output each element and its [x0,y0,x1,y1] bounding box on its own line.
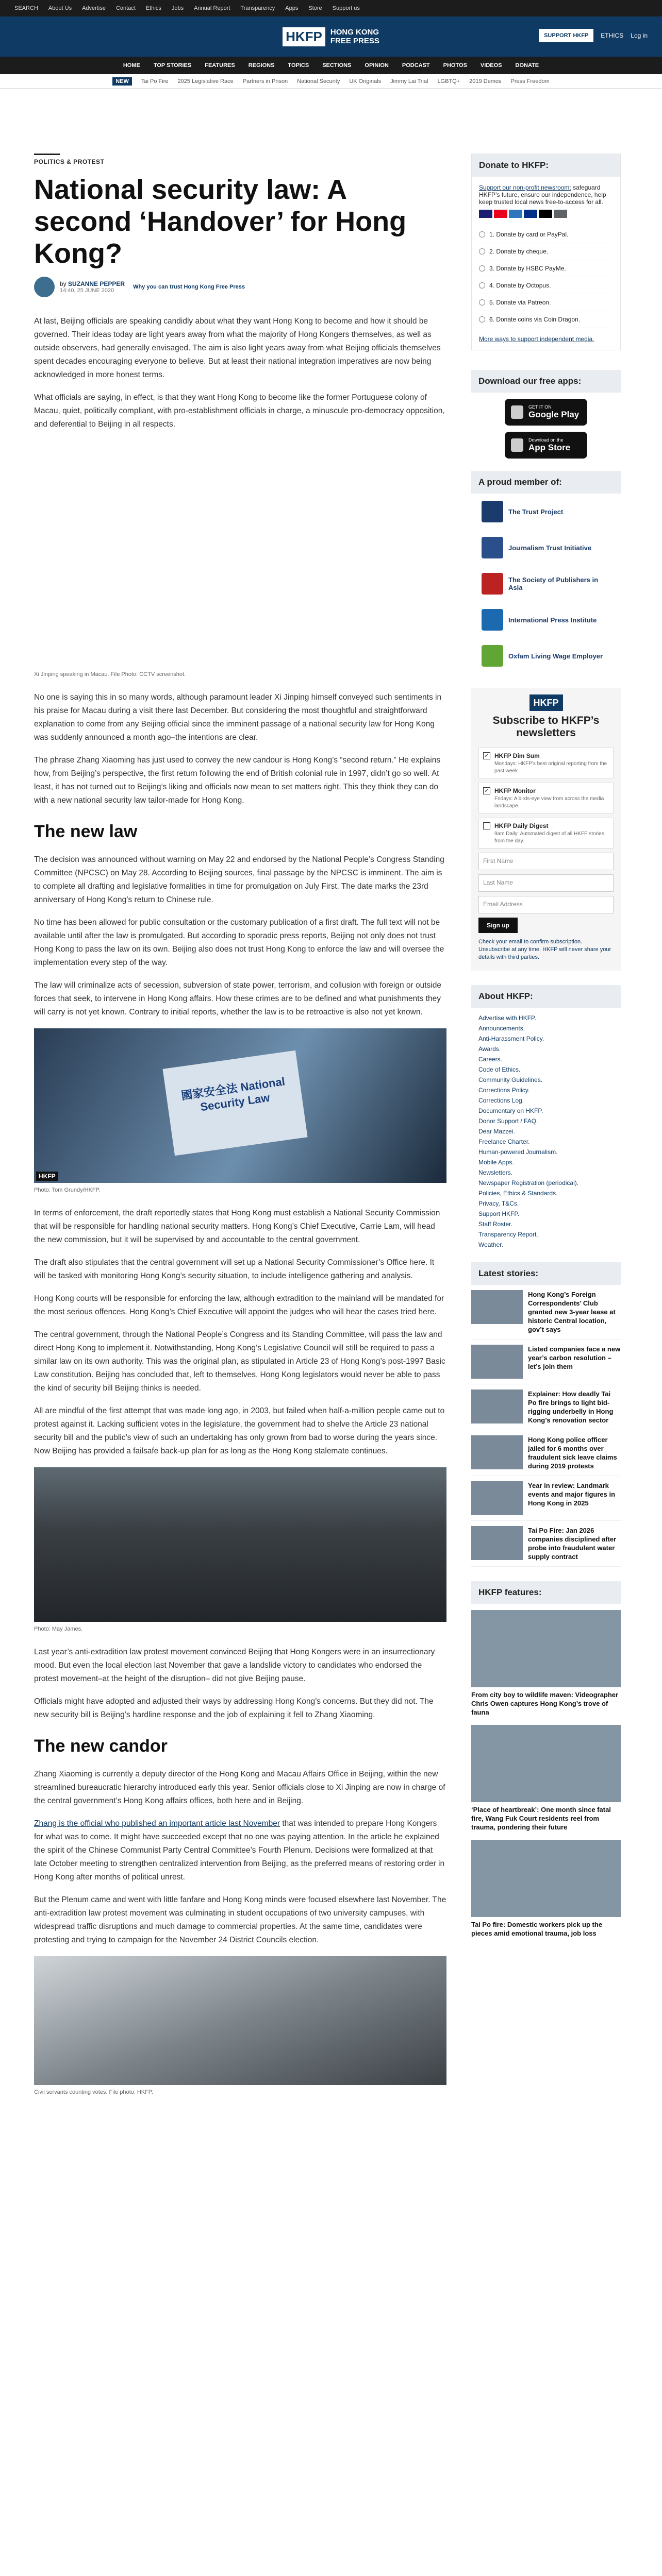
logo-name: HONG KONG FREE PRESS [330,28,379,45]
article-link[interactable]: Zhang is the official who published an important article last November [34,1819,280,1828]
nav-item[interactable]: TOPICS [288,62,309,69]
story-thumbnail[interactable] [471,1481,523,1515]
ethics-link[interactable]: ETHICS [601,32,624,39]
nav-item[interactable]: DONATE [515,62,539,69]
nav-item[interactable]: PODCAST [402,62,430,69]
top-bar [0,0,662,16]
story-thumbnail[interactable] [471,1345,523,1379]
last-name-input[interactable]: Last Name [478,874,614,892]
googlepay-icon [554,210,567,218]
paragraph: But the Plenum came and went with little fanfare and Hong Kong minds were focused elsewhere last November. The anti-extradition law protest movement was culminating in student occupations of two university campuses, with widespread traffic disruptions and much damage to commercial properties. At the same time, candidates were protesting and trying to campaign for the November 24 District Councils election. [34,1895,446,1944]
article [34,154,446,2109]
story-title[interactable]: Hong Kong police officer jailed for 6 months over fraudulent sick leave claims during 2019 protests [528,1436,617,1470]
about-link[interactable]: Freelance Charter. [478,1138,530,1145]
about-link[interactable]: Privacy, T&Cs. [478,1200,519,1207]
donate-title: Donate to HKFP: [472,154,620,177]
nav-item[interactable]: FEATURES [205,62,235,69]
paragraph: The decision was announced without warning on May 22 and endorsed by the National People’s Congress Standing Committee (NPCSC) on May 28. According to Beijing sources, final passage by the NPCSC is imminent. The aim is to complete all drafting and legislative formalities in time for promulgation on July First. The date marks the 23rd anniversary of Hong Kong’s return to Chinese rule. [34,855,444,904]
radio-icon [479,248,485,255]
image-caption: Photo: May James. [34,1626,83,1632]
first-name-input[interactable]: First Name [478,853,614,870]
section-heading: The new candor [34,1736,168,1756]
donate-option[interactable]: 5. Donate via Patreon. [479,294,613,311]
image-caption: Photo: Tom Grundy/HKFP. [34,1187,101,1193]
subnav-item[interactable]: LGBTQ+ [437,78,460,84]
latest-title: Latest stories: [471,1262,621,1285]
paragraph: Zhang is the official who published an important article last November that was intended to prepare Hong Kongers for what was to come. It might have succeeded except that no one was paying attention. In the article he explained the spirit of the Chinese Communist Party Central Committee’s Fourth Plenum. Decisions were formalized at that late October meeting to strengthen centralized intervention from Beijing, as the preferred means of restoring order in Hong Kong after months of political unrest. [34,1819,445,1882]
feature-item[interactable] [471,1610,621,1717]
features-list [471,1610,621,1938]
site-logo[interactable] [283,27,379,46]
sub-nav [0,74,662,89]
amex-icon [509,210,522,218]
radio-icon [479,316,485,323]
top-link[interactable]: Advertise [82,5,106,11]
app-store-button[interactable]: Download on the App Store [505,432,587,459]
feature-image[interactable] [471,1610,621,1687]
oxfam-icon [482,645,503,667]
paragraph: Zhang Xiaoming is currently a deputy director of the Hong Kong and Macau Affairs Office in Beijing, within the new streamlined bureaucratic hierarchy introduced early this year. Senior officials close to Xi Jinping are now in charge of the central government’s Hong Kong affairs offices, both here and in Beijing. [34,1770,445,1805]
radio-icon [479,265,485,272]
article-image-protest [34,1467,446,1622]
donate-option[interactable]: 2. Donate by cheque. [479,243,613,260]
image-caption: Xi Jinping speaking in Macau. File Photo: CCTV screenshot. [34,671,186,677]
story-thumbnail[interactable] [471,1290,523,1324]
donate-option[interactable]: 6. Donate coins via Coin Dragon. [479,311,613,328]
image-caption: Civil servants counting votes. File photo: HKFP. [34,2089,153,2095]
article-title: National security law: A second ‘Handover’ for Hong Kong? [34,174,407,269]
nav-item[interactable]: PHOTOS [443,62,467,69]
about-link[interactable]: Advertise with HKFP. [478,1014,536,1022]
jti-icon [482,537,503,558]
top-search[interactable]: SEARCH [14,5,38,11]
paragraph: All are mindful of the first attempt that was made long ago, in 2003, but failed when half-a-million people came out to protest against it. Lacking sufficient votes in the legislature, the government had to shelve the Article 23 national security bill and the public’s view of such an undertaking has only grown from bad to worse during the years since. Now Beijing has provided a failsafe back-up plan for as long as the Hong Kong stalemate continues. [34,1406,445,1455]
mastercard-icon [494,210,507,218]
top-link[interactable]: Ethics [145,5,161,11]
subnav-item[interactable]: Press Freedom [510,78,550,84]
brand-header [0,16,662,57]
visa-icon [479,210,492,218]
paragraph: Last year’s anti-extradition law protest movement convinced Beijing that Hong Kongers were in an insurrectionary mood. But even the local election last November that gave a landslide victory to candidates who endorsed the protest movement–at the height of the disruption– did not give Beijing pause. [34,1648,435,1683]
features-title: HKFP features: [471,1581,621,1604]
paragraph: No one is saying this in so many words, although paramount leader Xi Jinping himself conveyed such sentiments in his praise for Macau during a visit there last December. But considering the most thoughtful and straightforward explanation to come from any Beijing official since the imminent passage of a national security law for Hong Kong was suddenly announced a month ago–the intentions are clear. [34,693,442,742]
list-item[interactable] [471,1521,621,1567]
list-item[interactable] [471,1430,621,1476]
newsletter-title: Subscribe to HKFP’s newsletters [492,715,600,739]
about-link[interactable]: Policies, Ethics & Standards. [478,1190,558,1197]
top-link[interactable]: Contact [115,5,136,11]
author-avatar[interactable] [34,277,55,297]
login-link[interactable]: Log in [631,32,648,39]
support-button[interactable]: SUPPORT HKFP [539,29,593,42]
trust-link[interactable]: Why you can trust Hong Kong Free Press [133,284,245,290]
nav-item[interactable]: VIDEOS [480,62,502,69]
article-image-counting [34,1956,446,2085]
about-link[interactable]: Dear Mazzei. [478,1128,515,1135]
story-thumbnail[interactable] [471,1389,523,1423]
newsletter-note: Check your email to confirm subscription. Unsubscribe at any time. HKFP will never share your details with third parties. [478,939,611,960]
feature-item[interactable] [471,1725,621,1832]
nav-item[interactable]: SECTIONS [322,62,352,69]
story-thumbnail[interactable] [471,1435,523,1469]
logo-mark: HKFP [283,27,325,46]
about-link[interactable]: Announcements. [478,1025,525,1032]
story-title[interactable]: Year in review: Landmark events and major figures in Hong Kong in 2025 [528,1482,616,1507]
by-label: by [60,280,67,287]
about-link[interactable]: Staff Roster. [478,1221,512,1228]
apps-title: Download our free apps: [471,370,621,393]
about-link[interactable]: Support HKFP. [478,1210,520,1217]
newsletter-logo: HKFP [529,694,563,711]
about-link[interactable]: Weather. [478,1241,503,1248]
list-item[interactable] [471,1384,621,1430]
member-title: A proud member of: [471,471,621,494]
paragraph: No time has been allowed for public consultation or the customary publication of a first draft. The full text will not be available until after the law is promulgated. But according to sporadic press reports, Beijing not only does not trust Hong Kong to pass the law on its own. Beijing also does not trust Hong Kong to enforce the law and will oversee the implementation every step of the way. [34,918,444,967]
paragraph: Hong Kong courts will be responsible for enforcing the law, although extradition to the mainland will be mandated for the most serious offences. Hong Kong’s Chief Executive will appoint the judges who will hear the cases tried here. [34,1294,444,1316]
radio-icon [479,231,485,238]
subnav-item[interactable]: 2019 Demos [469,78,502,84]
email-input[interactable]: Email Address [478,896,614,913]
about-link[interactable]: Corrections Log. [478,1097,524,1104]
radio-icon [479,299,485,306]
ipi-icon [482,609,503,631]
paragraph: At last, Beijing officials are speaking candidly about what they want Hong Kong to become and how it should be governed. Their ideas today are light years away from what the majority of Hong Kongers themselves, as well as outside observers, had generally envisaged. The aim is also light years away from what Beijing officials themselves spent decades encouraging everyone to believe. But at least their national integration imperatives are now being acknowledged in more honest terms. [34,317,441,379]
checkbox-icon [483,822,490,829]
trust-project-icon [482,501,503,522]
about-link[interactable]: Donor Support / FAQ. [478,1117,538,1125]
section-heading: The new law [34,822,138,841]
about-link[interactable]: Newsletters. [478,1169,513,1176]
subnav-item[interactable]: UK Originals [349,78,382,84]
byline [34,277,446,297]
newsletter-option[interactable]: ✓ HKFP Dim Sum Mondays: HKFP’s best original reporting from the past week. [478,748,614,778]
paragraph: What officials are saying, in effect, is that they want Hong Kong to become like the former Portuguese colony of Macau, quiet, politically compliant, with pro-establishment officials in charge, a minuscule pro-democracy opposition, and deferential to Beijing in all respects. [34,393,445,429]
newsletter-option[interactable]: ✓ HKFP Monitor Fridays: A birds-eye view from across the media landscape. [478,783,614,814]
story-title[interactable]: Listed companies face a new year’s carbon resolution – let’s join them [528,1345,621,1370]
paragraph: In terms of enforcement, the draft reportedly states that Hong Kong must establish a National Security Commission that will be responsible for handling national security matters. Hong Kong’s Chief Executive, Carrie Lam, will head the new commission, but it will be supervised by and accountable to the central government. [34,1209,440,1244]
donate-option[interactable]: 3. Donate by HSBC PayMe. [479,260,613,277]
latest-list [471,1285,621,1567]
subnav-item[interactable]: 2025 Legislative Race [177,78,234,84]
list-item[interactable] [471,1476,621,1521]
paragraph: The law will criminalize acts of secession, subversion of state power, terrorism, and collusion with foreign or outside forces that seek, to intervene in Hong Kong affairs. How these crimes are to be defined and what punishments they will carry is not yet known. Contrary to initial reports, whether the law is to be retroactive is also not yet known. [34,981,441,1016]
donate-option[interactable]: 4. Donate by Octopus. [479,277,613,294]
subnav-item[interactable]: Jimmy Lai Trial [390,78,428,84]
newsletter-option[interactable]: HKFP Daily Digest 9am Daily: Automated digest of all HKFP stories from the day. [478,818,614,849]
subnav-item[interactable]: Partners in Prison [242,78,288,84]
donate-widget: Donate to HKFP: Support our non-profit newsroom: safeguard HKFP’s future, ensure our independence, help keep trusted local news free-to-access for all. 1. Donate by card or PayPal. 2. Donate by cheque. 3. Donate by HSBC PayMe. 4. Donate by Octopus. 5. Donate via Patreon. 6. Donate coins via Coin Dragon. More ways to support independent media. [471,154,621,350]
nav-item[interactable]: HOME [123,62,140,69]
feature-image[interactable] [471,1725,621,1802]
donate-option[interactable]: 1. Donate by card or PayPal. [479,226,613,243]
feature-title[interactable]: From city boy to wildlife maven: Videographer Chris Owen captures Hong Kong’s trove of fauna [471,1691,619,1716]
member-logo[interactable]: International Press Institute [471,602,621,638]
top-link[interactable]: Support us [332,5,360,11]
member-logo[interactable]: The Trust Project [471,494,621,530]
about-title: About HKFP: [471,985,621,1008]
feature-title[interactable]: ‘Place of heartbreak’: One month since fatal fire, Wang Fuk Court residents reel from trauma, pondering their future [471,1806,611,1831]
subnav-item[interactable]: Tai Po Fire [141,78,169,84]
nav-item[interactable]: OPINION [365,62,389,69]
about-link[interactable]: Awards. [478,1045,501,1053]
top-link[interactable]: About Us [48,5,72,11]
about-links [471,1008,621,1262]
article-image-sign [34,1028,446,1183]
feature-title[interactable]: Tai Po fire: Domestic workers pick up the pieces amid emotional trauma, job loss [471,1921,603,1937]
apple-icon [511,438,523,452]
top-link[interactable]: Apps [285,5,299,11]
checkbox-checked-icon: ✓ [483,787,490,794]
publish-date: 14:40, 25 JUNE 2020 [60,287,114,294]
story-thumbnail[interactable] [471,1526,523,1560]
about-link[interactable]: Careers. [478,1056,503,1063]
checkbox-checked-icon: ✓ [483,752,490,759]
about-link[interactable]: Documentary on HKFP. [478,1107,543,1114]
about-link[interactable]: Human-powered Journalism. [478,1148,558,1156]
article-category[interactable]: POLITICS & PROTEST [34,154,60,165]
paragraph: Officials might have adopted and adjusted their ways by addressing Hong Kong’s concerns. But they did not. The new security bill is Beijing’s hardline response and the job of explaining it fell to Zhang Xiaoming. [34,1697,434,1719]
google-play-icon [511,405,523,419]
top-link[interactable]: Store [308,5,322,11]
story-title[interactable]: Tai Po Fire: Jan 2026 companies disciplined after probe into fraudulent water supply contract [528,1527,617,1561]
signup-button[interactable]: Sign up [478,918,518,933]
member-logo[interactable]: The Society of Publishers in Asia [471,566,621,602]
security-law-sign: 國家安全法 National Security Law [162,1050,307,1156]
top-link[interactable]: Transparency [240,5,275,11]
top-link[interactable]: Annual Report [194,5,230,11]
sopa-icon [482,573,503,595]
payment-cards [479,210,613,218]
story-title[interactable]: Explainer: How deadly Tai Po fire brings to light bid-rigging underbelly in Hong Kong’s renovation sector [528,1390,614,1424]
member-logo[interactable]: Journalism Trust Initiative [471,530,621,566]
sidebar [471,154,621,2109]
paragraph: The phrase Zhang Xiaoming has just used to convey the new candour is Hong Kong’s “second return.” He explains how, from Beijing’s perspective, the first return following the end of British colonial rule in 1997, didn’t go so well. At least, it has not turned out to Beijing’s liking and officials now mean to set matters right. This they think they can do with a new national security law tailor-made for Hong Kong. [34,756,441,805]
feature-image[interactable] [471,1840,621,1917]
google-play-button[interactable]: GET IT ON Google Play [505,399,587,426]
feature-item[interactable] [471,1840,621,1938]
hkfp-watermark: HKFP [36,1172,58,1181]
nav-item[interactable]: TOP STORIES [153,62,192,69]
list-item[interactable] [471,1340,621,1384]
story-title[interactable]: Hong Kong’s Foreign Correspondents’ Club granted new 3-year lease at historic Central location, gov’t says [528,1291,616,1333]
paypal-icon [524,210,537,218]
applepay-icon [539,210,552,218]
newsletter-widget [471,688,621,971]
subnav-item[interactable]: National Security [297,78,340,84]
main-nav [0,57,662,74]
paragraph: The central government, through the National People’s Congress and its Standing Committee, will pass the law and direct Hong Kong to implement it. Notwithstanding, Hong Kong’s Legislative Council will still be required to pass a similar law on its own authority. This was the original plan, as stipulated in Article 23 of Hong Kong’s post-1997 Basic Law constitution. Beijing has concluded that, left to themselves, Hong Kong legislators would never be able to pass the kind of security bill Beijing thinks is needed. [34,1330,445,1393]
member-logo[interactable]: Oxfam Living Wage Employer [471,638,621,674]
new-badge: NEW [112,77,132,86]
donate-link[interactable]: Support our non-profit newsroom: [479,184,571,191]
more-ways-link[interactable]: More ways to support independent media. [479,335,594,343]
about-link[interactable]: Mobile Apps. [478,1159,514,1166]
paragraph: The draft also stipulates that the central government will set up a National Security Commissioner’s Office here. It will be tasked with monitoring Hong Kong’s security situation, to include intelligence gathering and analysis. [34,1258,435,1280]
author-name[interactable]: SUZANNE PEPPER [68,280,125,287]
list-item[interactable] [471,1285,621,1340]
about-link[interactable]: Newspaper Registration (periodical). [478,1179,579,1187]
about-link[interactable]: Anti-Harassment Policy. [478,1035,544,1042]
about-link[interactable]: Community Guidelines. [478,1076,543,1083]
about-link[interactable]: Code of Ethics. [478,1066,521,1073]
article-image-blank [34,440,446,667]
about-link[interactable]: Transparency Report. [478,1231,538,1238]
top-link[interactable]: Jobs [171,5,184,11]
about-link[interactable]: Corrections Policy. [478,1087,530,1094]
radio-icon [479,282,485,289]
nav-item[interactable]: REGIONS [248,62,275,69]
